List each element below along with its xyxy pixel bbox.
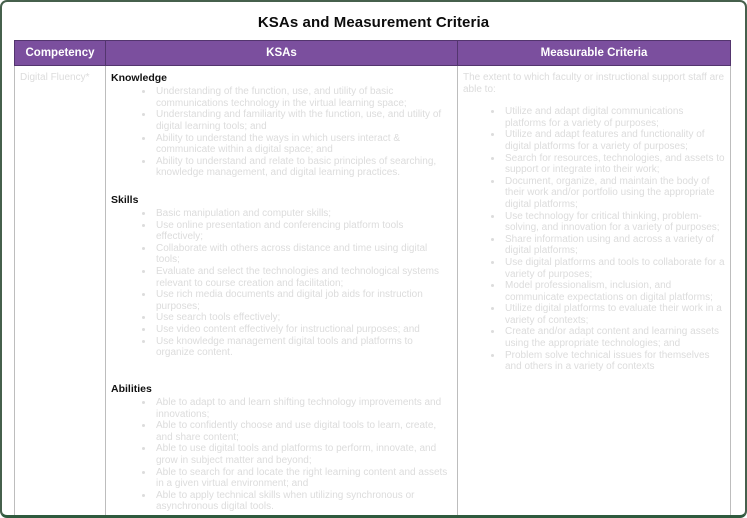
bullet-item: • Problem solve technical issues for themselves and others in a variety of contexts: [503, 350, 726, 373]
bullet-item: • Understanding and familiarity with the function, use, and utility of digital learning tools; and: [154, 109, 453, 132]
col-header-measurable-criteria: Measurable Criteria: [458, 41, 731, 66]
bullet-item: • Understanding of the function, use, and utility of basic communications technology in the virtual learning space;: [154, 86, 453, 109]
bullet-item: • Ability to understand the ways in which users interact & communicate within a digital space; and: [154, 133, 453, 156]
bullet-item: • Able to use digital tools and platforms to perform, innovate, and grow in subject matter and beyond;: [154, 443, 453, 466]
bullet-item: • Utilize and adapt digital communications platforms for a variety of purposes;: [503, 106, 726, 129]
bullet-item: • Able to search for and locate the right learning content and assets in a given virtual environment; and: [154, 467, 453, 490]
bullet-item: • Use video content effectively for instructional purposes; and: [154, 324, 453, 336]
section-heading: Knowledge: [111, 72, 168, 84]
ksa-section: [111, 72, 453, 179]
table-row: [15, 66, 731, 518]
bullet-item: • Utilize and adapt features and functionality of digital platforms for a variety of purposes;: [503, 129, 726, 152]
bullet-item: • Able to confidently choose and use digital tools to learn, create, and share content;: [154, 420, 453, 443]
ksa-table: [14, 40, 731, 518]
bullet-item: • Utilize digital platforms to evaluate their work in a variety of contexts;: [503, 303, 726, 326]
bullet-item: • Use rich media documents and digital job aids for instruction purposes;: [154, 289, 453, 312]
col-header-ksas: KSAs: [106, 41, 458, 66]
criteria-bullet-list: [463, 106, 726, 373]
section-heading: Abilities: [111, 382, 152, 395]
ksa-bullet-list: [111, 86, 453, 179]
bullet-item: • Use search tools effectively;: [154, 312, 453, 324]
ksa-bullet-list: [111, 397, 453, 513]
criteria-cell: [458, 66, 731, 518]
ksa-bullet-list: [111, 208, 453, 359]
bullet-item: • Evaluate and select the technologies and technological systems relevant to course creation and facilitation;: [154, 266, 453, 289]
bullet-item: • Ability to understand and relate to basic principles of searching, knowledge management, and digital learning practices.: [154, 156, 453, 179]
bullet-item: • Basic manipulation and computer skills;: [154, 208, 453, 220]
criteria-intro: The extent to which faculty or instructional support staff are able to:: [463, 72, 725, 95]
bullet-item: • Create and/or adapt content and learning assets using the appropriate technologies; and: [503, 326, 726, 349]
header-row: [15, 41, 731, 66]
bullet-item: • Able to apply technical skills when utilizing synchronous or asynchronous digital tools.: [154, 490, 453, 513]
bullet-item: • Model professionalism, inclusion, and communicate expectations on digital platforms;: [503, 280, 726, 303]
competency-cell: [15, 66, 106, 518]
competency-label: Digital Fluency*: [20, 72, 90, 83]
bullet-item: • Use knowledge management digital tools and platforms to organize content.: [154, 336, 453, 359]
bullet-item: • Document, organize, and maintain the body of their work and/or portfolio using the appropriate digital platforms;: [503, 176, 726, 211]
section-heading: Skills: [111, 193, 139, 206]
bullet-item: • Collaborate with others across distance and time using digital tools;: [154, 243, 453, 266]
bullet-item: • Share information using and across a variety of digital platforms;: [503, 234, 726, 257]
ksa-section: [111, 383, 453, 513]
bullet-item: • Search for resources, technologies, and assets to support or integrate into their work;: [503, 153, 726, 176]
ksas-cell: [106, 66, 458, 518]
page-title: KSAs and Measurement Criteria: [257, 14, 490, 31]
bullet-item: • Use technology for critical thinking, problem-solving, and innovation for a variety of purposes;: [503, 211, 726, 234]
bullet-item: • Use digital platforms and tools to collaborate for a variety of purposes;: [503, 257, 726, 280]
bullet-item: • Use online presentation and conferencing platform tools effectively;: [154, 220, 453, 243]
ksa-section: [111, 194, 453, 359]
bullet-item: • Able to adapt to and learn shifting technology improvements and innovations;: [154, 397, 453, 420]
col-header-competency: Competency: [15, 41, 106, 66]
